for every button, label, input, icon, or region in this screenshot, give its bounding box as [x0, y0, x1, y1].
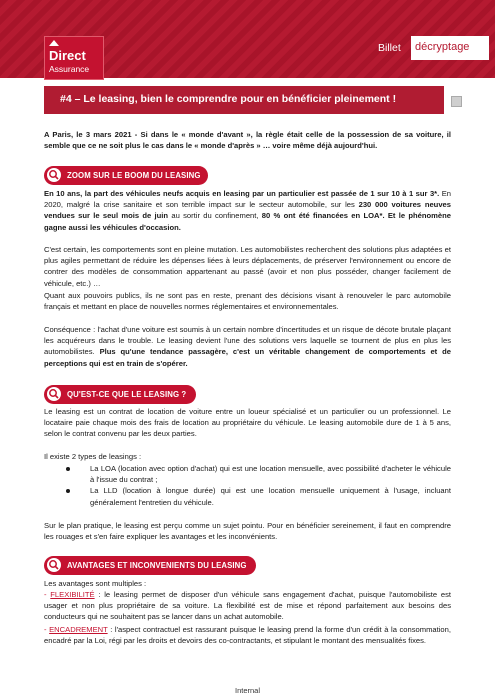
section1-p1-c: au sortir du confinement, [168, 211, 262, 221]
footer-classification: Internal [234, 686, 261, 695]
adv2-dash: - [44, 625, 50, 634]
page-title: #4 – Le leasing, bien le comprendre pour en bénéficier pleinement ! [60, 93, 397, 105]
section1-p1-b: 230 000 voitures neuves vendues sur le seul mois de juin [44, 200, 451, 221]
section2-paragraph3: Sur le plan pratique, le leasing est perçu comme un sujet pointu. Pour en bénéficier sereinement, il faut en comprendre les rouages et s'en faire expliquer les avantages et les inconvénients. [44, 521, 451, 542]
advantage-flexibility [44, 589, 451, 623]
billet-label: Billet [378, 42, 401, 54]
adv1-text: : le leasing permet de disposer d'un véhicule sans engagement d'achat, puisque l'automobiliste est usager et non plus propriétaire de sa voiture. La flexibilité est de mise et répond parfaitement aux besoins des conducteurs qui ne souhaitent pas se lancer dans un achat automobile. [44, 590, 452, 622]
adv2-label: ENCADREMENT [49, 625, 108, 634]
section1-paragraph1 [44, 188, 451, 233]
decryptage-label: décryptage [415, 41, 470, 53]
section-heading-pros-cons-label: AVANTAGES ET INCONVENIENTS DU LEASING [67, 561, 247, 570]
logo-line1: Direct [49, 48, 86, 63]
direct-assurance-logo [44, 36, 104, 80]
section1-p1-bold: En 10 ans, la part des véhicules neufs acquis en leasing par un particulier est passée de 1 sur 10 à 1 sur 3*. [44, 189, 440, 198]
logo-line2: Assurance [49, 64, 90, 74]
list-item [44, 485, 451, 507]
logo-mark-icon [49, 40, 59, 46]
section1-p4-b: Plus qu'une tendance passagère, c'est un véritable changement de comportements et de perceptions qui est en train de s'opérer. [44, 347, 451, 368]
section1-p1-a: En 2020, malgré la crise sanitaire et son terrible impact sur le secteur automobile, sur les [44, 189, 451, 210]
section1-paragraph4 [44, 324, 451, 369]
title-square-icon [451, 96, 462, 107]
section-heading-what-label: QU'EST-CE QUE LE LEASING ? [67, 390, 187, 399]
bullet-icon [66, 489, 70, 493]
section1-p1-d: 80 % ont été financées en LOA*. Et le phénomène gagne aussi les véhicules d'occasion. [44, 211, 452, 232]
leasing-types-list [44, 463, 451, 508]
intro-paragraph: A Paris, le 3 mars 2021 - Si dans le « monde d'avant », la règle était celle de la possession de sa voiture, il semble que ce ne soit plus le cas dans le « monde d'après » … voire même déjà aujourd'hui. [44, 130, 451, 151]
decryptage-badge [411, 36, 489, 60]
list-item-text: La LOA (location avec option d'achat) qui est une location mensuelle, avec possibilité d'acheter le véhicule à l'issue du contrat ; [90, 464, 451, 485]
section-heading-zoom [44, 166, 208, 185]
magnifier-icon [47, 387, 61, 401]
section1-paragraph2: C'est certain, les comportements sont en pleine mutation. Les automobilistes recherchent des solutions plus adaptées et plus agiles permettant de réduire les dépenses liées à leurs déplacements, de préserver l'environnement ou encore de contrer des modèles de consommation appartenant au passé (avoir et non plus posséder, changer facilement de véhicule, etc.) … [44, 245, 451, 288]
section-heading-pros-cons [44, 556, 256, 575]
section1-p4-a: Conséquence : l'achat d'une voiture est soumis à un certain nombre d'incertitudes et un risque de décote brutale plaçant les acquéreurs dans le trouble. Le leasing devient l'une des solutions vers laquelle se tournent de plus en plus les automobilistes. [44, 325, 451, 357]
magnifier-icon [47, 168, 61, 182]
magnifier-icon [47, 558, 61, 572]
section1-paragraph3: Quant aux pouvoirs publics, ils ne sont pas en reste, prenant des décisions visant à renouveler le parc automobile français et mettant en place de nouvelles normes réglementaires et environnementales. [44, 291, 451, 312]
section2-paragraph1: Le leasing est un contrat de location de voiture entre un loueur spécialisé et un particulier ou un professionnel. Le locataire paie chaque mois des frais de location au propriétaire du véhicule. Le leasing automobile dure de 1 à 5 ans, selon le contrat convenu par les deux parties. [44, 407, 451, 439]
title-bar [44, 86, 444, 114]
adv1-dash: - [44, 590, 51, 599]
section-heading-what [44, 385, 196, 404]
bullet-icon [66, 467, 70, 471]
section3-paragraph1: Les avantages sont multiples : [44, 579, 147, 588]
list-item [44, 463, 451, 485]
section-heading-zoom-label: ZOOM SUR LE BOOM DU LEASING [67, 171, 201, 180]
section2-paragraph2: Il existe 2 types de leasings : [44, 452, 142, 461]
adv2-text: : l'aspect contractuel est rassurant puisque le leasing prend la forme d'un crédit à la consommation, encadré par la Loi, régi par les droits et devoirs des co-contractants, et stipulant le montant des mensualités fixes. [44, 625, 451, 646]
list-item-text: La LLD (location à longue durée) qui est une location mensuelle uniquement à l'usage, incluant généralement l'entretien du véhicule. [90, 486, 451, 507]
advantage-encadrement [44, 624, 451, 646]
adv1-label: FLEXIBILITÉ [50, 590, 95, 599]
